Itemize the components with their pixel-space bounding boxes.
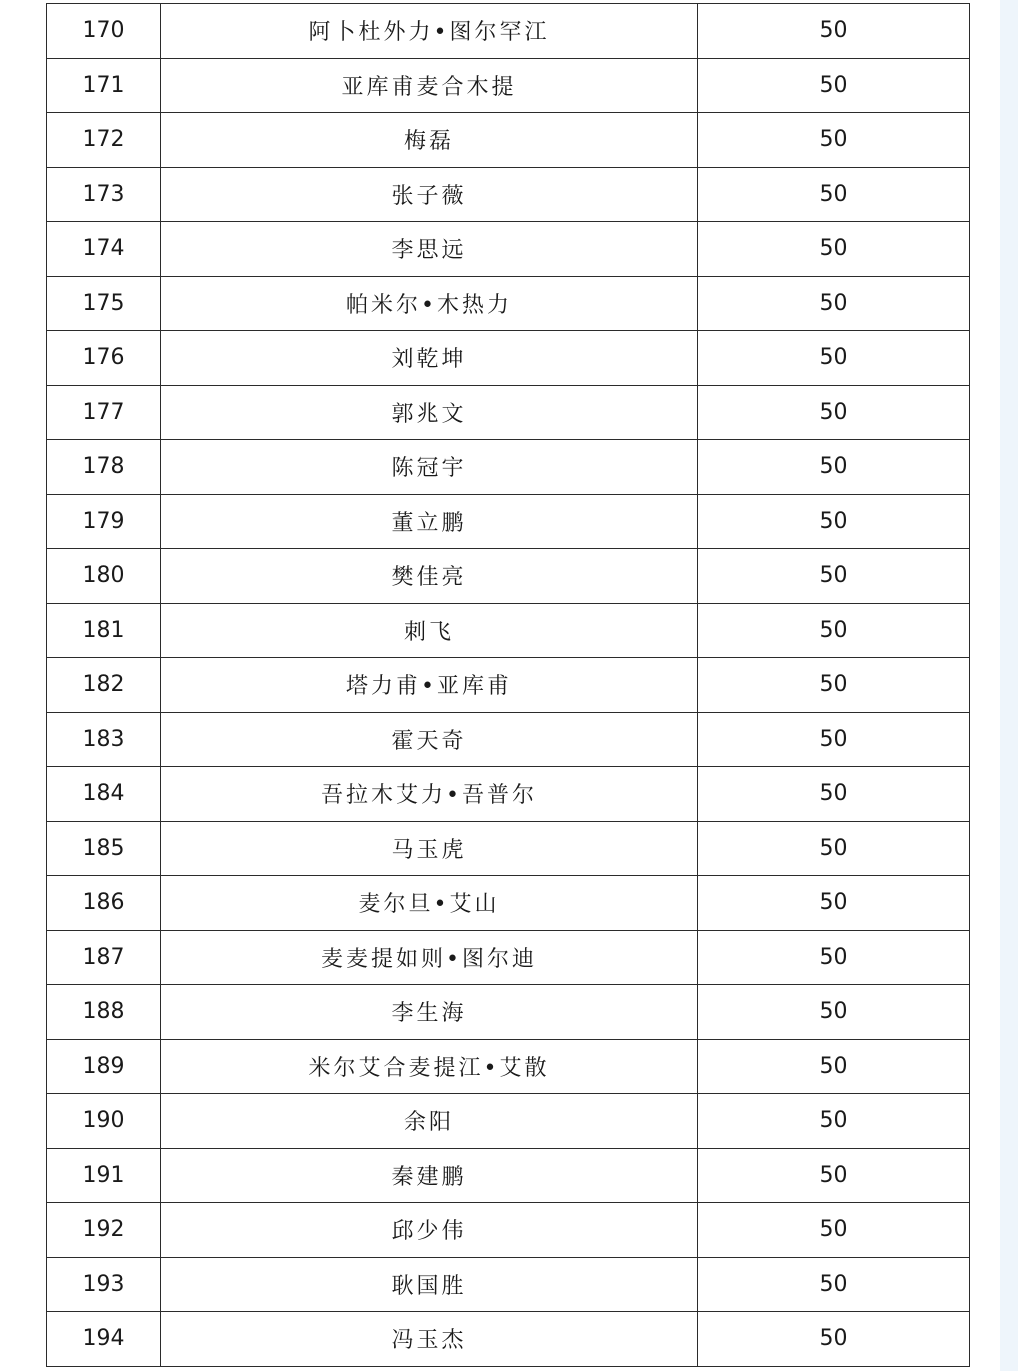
table-row [47,549,970,604]
amount-cell: 50 [698,113,970,168]
amount-cell: 50 [698,876,970,931]
table-row [47,1039,970,1094]
roster-table-body [47,4,970,1367]
table-row [47,767,970,822]
row-number-cell: 174 [47,222,161,277]
amount-cell: 50 [698,1203,970,1258]
table-row [47,1203,970,1258]
table-row [47,603,970,658]
row-number-cell: 175 [47,276,161,331]
name-cell: 刺飞 [161,603,698,658]
name-cell: 邱少伟 [161,1203,698,1258]
amount-cell: 50 [698,167,970,222]
table-row [47,113,970,168]
table-row [47,58,970,113]
row-number-cell: 170 [47,4,161,59]
name-cell: 张子薇 [161,167,698,222]
name-cell: 亚库甫麦合木提 [161,58,698,113]
row-number-cell: 191 [47,1148,161,1203]
name-cell: 郭兆文 [161,385,698,440]
name-cell: 麦麦提如则•图尔迪 [161,930,698,985]
name-cell: 马玉虎 [161,821,698,876]
table-row [47,712,970,767]
amount-cell: 50 [698,1094,970,1149]
row-number-cell: 176 [47,331,161,386]
amount-cell: 50 [698,767,970,822]
amount-cell: 50 [698,930,970,985]
amount-cell: 50 [698,4,970,59]
amount-cell: 50 [698,985,970,1040]
table-row [47,440,970,495]
name-cell: 耿国胜 [161,1257,698,1312]
name-cell: 米尔艾合麦提江•艾散 [161,1039,698,1094]
amount-cell: 50 [698,1039,970,1094]
row-number-cell: 177 [47,385,161,440]
name-cell: 樊佳亮 [161,549,698,604]
name-cell: 冯玉杰 [161,1312,698,1367]
table-row [47,930,970,985]
amount-cell: 50 [698,276,970,331]
amount-cell: 50 [698,603,970,658]
table-row [47,985,970,1040]
name-cell: 秦建鹏 [161,1148,698,1203]
amount-cell: 50 [698,440,970,495]
row-number-cell: 184 [47,767,161,822]
row-number-cell: 190 [47,1094,161,1149]
name-cell: 帕米尔•木热力 [161,276,698,331]
amount-cell: 50 [698,385,970,440]
roster-table [46,3,970,1367]
table-row [47,276,970,331]
amount-cell: 50 [698,331,970,386]
row-number-cell: 187 [47,930,161,985]
table-row [47,494,970,549]
row-number-cell: 178 [47,440,161,495]
table-row [47,1148,970,1203]
name-cell: 塔力甫•亚库甫 [161,658,698,713]
table-row [47,876,970,931]
row-number-cell: 193 [47,1257,161,1312]
table-row [47,1094,970,1149]
amount-cell: 50 [698,549,970,604]
row-number-cell: 180 [47,549,161,604]
name-cell: 吾拉木艾力•吾普尔 [161,767,698,822]
row-number-cell: 192 [47,1203,161,1258]
name-cell: 霍天奇 [161,712,698,767]
amount-cell: 50 [698,1312,970,1367]
table-row [47,222,970,277]
name-cell: 刘乾坤 [161,331,698,386]
name-cell: 李思远 [161,222,698,277]
amount-cell: 50 [698,494,970,549]
row-number-cell: 185 [47,821,161,876]
table-row [47,658,970,713]
name-cell: 麦尔旦•艾山 [161,876,698,931]
row-number-cell: 182 [47,658,161,713]
name-cell: 陈冠宇 [161,440,698,495]
row-number-cell: 186 [47,876,161,931]
row-number-cell: 188 [47,985,161,1040]
amount-cell: 50 [698,58,970,113]
amount-cell: 50 [698,222,970,277]
table-row [47,1312,970,1367]
amount-cell: 50 [698,1148,970,1203]
row-number-cell: 171 [47,58,161,113]
table-row [47,385,970,440]
row-number-cell: 173 [47,167,161,222]
name-cell: 李生海 [161,985,698,1040]
row-number-cell: 183 [47,712,161,767]
amount-cell: 50 [698,1257,970,1312]
table-row [47,1257,970,1312]
page-gutter [1000,0,1018,1371]
table-row [47,167,970,222]
row-number-cell: 189 [47,1039,161,1094]
row-number-cell: 181 [47,603,161,658]
row-number-cell: 172 [47,113,161,168]
table-row [47,331,970,386]
row-number-cell: 194 [47,1312,161,1367]
amount-cell: 50 [698,658,970,713]
name-cell: 董立鹏 [161,494,698,549]
amount-cell: 50 [698,821,970,876]
table-row [47,4,970,59]
name-cell: 余阳 [161,1094,698,1149]
row-number-cell: 179 [47,494,161,549]
name-cell: 梅磊 [161,113,698,168]
name-cell: 阿卜杜外力•图尔罕江 [161,4,698,59]
amount-cell: 50 [698,712,970,767]
table-row [47,821,970,876]
